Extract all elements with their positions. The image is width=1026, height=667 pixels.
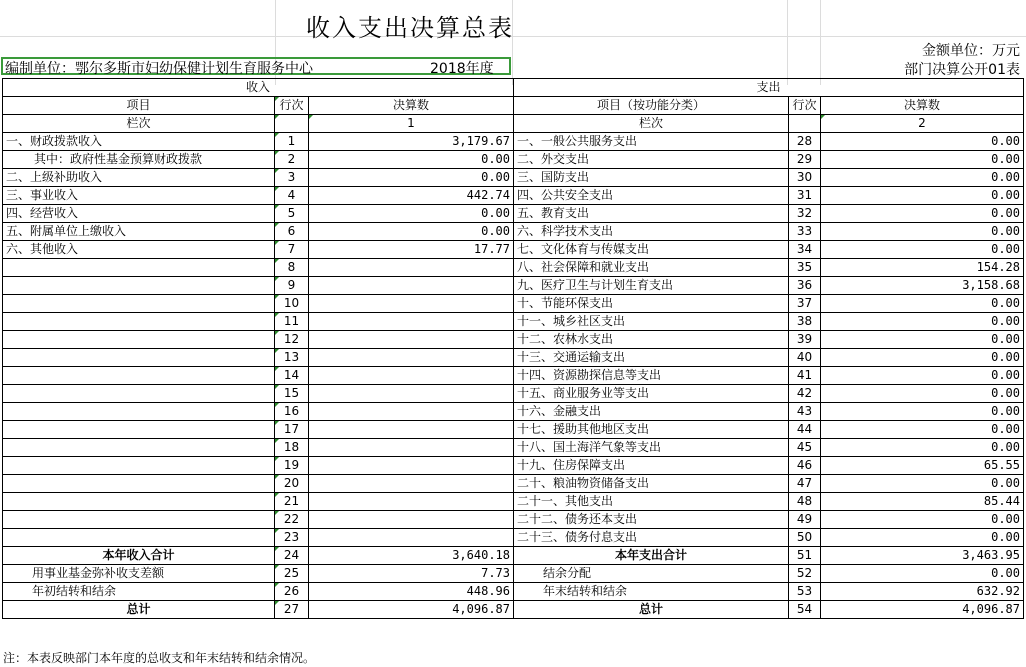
income-amount-cell[interactable]: 448.96: [309, 583, 514, 601]
table-row: [3, 529, 1024, 547]
income-item-cell[interactable]: [3, 493, 275, 511]
expense-row-no-cell[interactable]: 42: [789, 385, 821, 403]
table-row: [3, 151, 1024, 169]
expense-amount-cell[interactable]: 0.00: [821, 511, 1024, 529]
expense-row-no-cell[interactable]: 49: [789, 511, 821, 529]
table-row: [3, 475, 1024, 493]
income-item-cell[interactable]: 总计: [3, 601, 275, 619]
income-amount-cell[interactable]: [309, 529, 514, 547]
header-row-columns: [3, 97, 1024, 115]
table-row: [3, 421, 1024, 439]
expense-amount-cell[interactable]: 0.00: [821, 331, 1024, 349]
income-item-cell[interactable]: 五、附属单位上缴收入: [3, 223, 275, 241]
income-item-cell[interactable]: [3, 475, 275, 493]
expense-item-cell[interactable]: 本年支出合计: [514, 547, 789, 565]
income-row-no-cell[interactable]: 8: [275, 259, 309, 277]
expense-amount-cell[interactable]: 0.00: [821, 349, 1024, 367]
income-amount-cell[interactable]: 17.77: [309, 241, 514, 259]
income-amount-cell[interactable]: 0.00: [309, 169, 514, 187]
table-body: [3, 133, 1024, 619]
income-row-no-cell[interactable]: 18: [275, 439, 309, 457]
expense-row-no-cell[interactable]: 31: [789, 187, 821, 205]
expense-item-cell[interactable]: 五、教育支出: [514, 205, 789, 223]
income-amount-cell[interactable]: 3,179.67: [309, 133, 514, 151]
income-item-cell[interactable]: [3, 313, 275, 331]
expense-item-cell[interactable]: 八、社会保障和就业支出: [514, 259, 789, 277]
income-amount-cell[interactable]: [309, 421, 514, 439]
table-row: [3, 439, 1024, 457]
income-amount-cell[interactable]: [309, 277, 514, 295]
income-item-cell[interactable]: 六、其他收入: [3, 241, 275, 259]
col-label: 栏次: [514, 115, 789, 133]
income-row-no-cell[interactable]: 7: [275, 241, 309, 259]
expense-amount-cell[interactable]: 0.00: [821, 223, 1024, 241]
expense-amount-cell[interactable]: 0.00: [821, 421, 1024, 439]
row-no-header: 行次: [275, 97, 309, 115]
income-row-no-cell[interactable]: 27: [275, 601, 309, 619]
expense-item-cell[interactable]: 四、公共安全支出: [514, 187, 789, 205]
income-row-no-cell[interactable]: 10: [275, 295, 309, 313]
table-row: [3, 547, 1024, 565]
income-item-cell[interactable]: 一、财政拨款收入: [3, 133, 275, 151]
income-item-cell[interactable]: [3, 421, 275, 439]
expense-item-cell[interactable]: 七、文化体育与传媒支出: [514, 241, 789, 259]
income-row-no-cell[interactable]: 12: [275, 331, 309, 349]
expense-amount-cell[interactable]: 632.92: [821, 583, 1024, 601]
income-amount-cell[interactable]: [309, 331, 514, 349]
expense-row-no-cell[interactable]: 34: [789, 241, 821, 259]
income-amount-cell[interactable]: [309, 475, 514, 493]
income-amount-cell[interactable]: [309, 493, 514, 511]
income-amount-cell[interactable]: 3,640.18: [309, 547, 514, 565]
table-row: [3, 511, 1024, 529]
expense-amount-cell[interactable]: 0.00: [821, 313, 1024, 331]
table-row: [3, 583, 1024, 601]
expense-amount-cell[interactable]: 3,158.68: [821, 277, 1024, 295]
income-header: 收入: [3, 79, 514, 97]
expense-row-no-cell[interactable]: 29: [789, 151, 821, 169]
expense-row-no-cell[interactable]: 51: [789, 547, 821, 565]
expense-item-cell[interactable]: 结余分配: [514, 565, 789, 583]
expense-amount-cell[interactable]: 3,463.95: [821, 547, 1024, 565]
income-row-no-cell[interactable]: 13: [275, 349, 309, 367]
expense-item-cell[interactable]: 十、节能环保支出: [514, 295, 789, 313]
expense-row-no-cell[interactable]: 28: [789, 133, 821, 151]
expense-row-no-cell[interactable]: 39: [789, 331, 821, 349]
expense-amount-cell[interactable]: 0.00: [821, 529, 1024, 547]
income-item-cell[interactable]: 用事业基金弥补收支差额: [3, 565, 275, 583]
income-row-no-cell[interactable]: 26: [275, 583, 309, 601]
table-row: [3, 385, 1024, 403]
income-item-cell[interactable]: [3, 403, 275, 421]
income-amount-cell[interactable]: [309, 259, 514, 277]
expense-item-cell[interactable]: 十一、城乡社区支出: [514, 313, 789, 331]
income-row-no-cell[interactable]: 11: [275, 313, 309, 331]
income-item-cell[interactable]: 三、事业收入: [3, 187, 275, 205]
income-row-no-cell[interactable]: 19: [275, 457, 309, 475]
item-func-header: 项目（按功能分类）: [514, 97, 789, 115]
col-label-empty: [789, 115, 821, 133]
income-row-no-cell[interactable]: 16: [275, 403, 309, 421]
expense-row-no-cell[interactable]: 54: [789, 601, 821, 619]
income-row-no-cell[interactable]: 17: [275, 421, 309, 439]
income-row-no-cell[interactable]: 20: [275, 475, 309, 493]
amount-header: 决算数: [821, 97, 1024, 115]
expense-item-cell[interactable]: 十九、住房保障支出: [514, 457, 789, 475]
expense-item-cell[interactable]: 十六、金融支出: [514, 403, 789, 421]
year-label: 2018年度: [430, 61, 494, 77]
income-item-cell[interactable]: [3, 385, 275, 403]
income-item-cell[interactable]: [3, 529, 275, 547]
table-row: [3, 241, 1024, 259]
income-item-cell[interactable]: [3, 259, 275, 277]
expense-amount-cell[interactable]: 65.55: [821, 457, 1024, 475]
expense-row-no-cell[interactable]: 37: [789, 295, 821, 313]
expense-item-cell[interactable]: 总计: [514, 601, 789, 619]
income-amount-cell[interactable]: [309, 403, 514, 421]
expense-row-no-cell[interactable]: 38: [789, 313, 821, 331]
table-row: [3, 169, 1024, 187]
income-amount-cell[interactable]: [309, 295, 514, 313]
table-row: [3, 367, 1024, 385]
col-number: 2: [821, 115, 1024, 133]
expense-item-cell[interactable]: 六、科学技术支出: [514, 223, 789, 241]
unit-label: 金额单位：万元: [922, 43, 1020, 59]
table-row: [3, 331, 1024, 349]
table-row: [3, 133, 1024, 151]
expense-item-cell[interactable]: 二十三、债务付息支出: [514, 529, 789, 547]
table-row: [3, 223, 1024, 241]
header-row-colnum: [3, 115, 1024, 133]
table-row: [3, 457, 1024, 475]
income-amount-cell[interactable]: [309, 439, 514, 457]
expense-item-cell[interactable]: 三、国防支出: [514, 169, 789, 187]
expense-row-no-cell[interactable]: 46: [789, 457, 821, 475]
expense-amount-cell[interactable]: 0.00: [821, 475, 1024, 493]
expense-item-cell[interactable]: 九、医疗卫生与计划生育支出: [514, 277, 789, 295]
expense-row-no-cell[interactable]: 36: [789, 277, 821, 295]
table-row: [3, 601, 1024, 619]
expense-row-no-cell[interactable]: 47: [789, 475, 821, 493]
expense-item-cell[interactable]: 二十一、其他支出: [514, 493, 789, 511]
expense-row-no-cell[interactable]: 40: [789, 349, 821, 367]
income-amount-cell[interactable]: [309, 367, 514, 385]
income-item-cell[interactable]: [3, 331, 275, 349]
income-row-no-cell[interactable]: 25: [275, 565, 309, 583]
income-item-cell[interactable]: 四、经营收入: [3, 205, 275, 223]
expense-item-cell[interactable]: 二十二、债务还本支出: [514, 511, 789, 529]
expense-item-cell[interactable]: 十三、交通运输支出: [514, 349, 789, 367]
org-label: 编制单位：鄂尔多斯市妇幼保健计划生育服务中心: [5, 61, 313, 77]
income-amount-cell[interactable]: [309, 349, 514, 367]
expense-amount-cell[interactable]: 0.00: [821, 385, 1024, 403]
income-amount-cell[interactable]: 7.73: [309, 565, 514, 583]
expense-row-no-cell[interactable]: 30: [789, 169, 821, 187]
table-row: [3, 187, 1024, 205]
expense-row-no-cell[interactable]: 50: [789, 529, 821, 547]
table-code: 部门决算公开01表: [904, 62, 1020, 78]
expense-header: 支出: [514, 79, 1024, 97]
expense-amount-cell[interactable]: 0.00: [821, 367, 1024, 385]
summary-table: [2, 78, 1024, 619]
expense-item-cell[interactable]: 年末结转和结余: [514, 583, 789, 601]
page-title: 收入支出决算总表: [306, 14, 514, 42]
expense-item-cell[interactable]: 十二、农林水支出: [514, 331, 789, 349]
expense-amount-cell[interactable]: 4,096.87: [821, 601, 1024, 619]
expense-amount-cell[interactable]: 0.00: [821, 403, 1024, 421]
expense-amount-cell[interactable]: 0.00: [821, 151, 1024, 169]
amount-header: 决算数: [309, 97, 514, 115]
income-row-no-cell[interactable]: 14: [275, 367, 309, 385]
table-row: [3, 259, 1024, 277]
expense-row-no-cell[interactable]: 45: [789, 439, 821, 457]
income-item-cell[interactable]: [3, 367, 275, 385]
expense-amount-cell[interactable]: 0.00: [821, 565, 1024, 583]
expense-row-no-cell[interactable]: 43: [789, 403, 821, 421]
expense-row-no-cell[interactable]: 53: [789, 583, 821, 601]
income-item-cell[interactable]: [3, 457, 275, 475]
expense-row-no-cell[interactable]: 41: [789, 367, 821, 385]
expense-item-cell[interactable]: 十四、资源勘探信息等支出: [514, 367, 789, 385]
income-amount-cell[interactable]: [309, 385, 514, 403]
header-row-section: [3, 79, 1024, 97]
table-row: [3, 277, 1024, 295]
income-item-cell[interactable]: 其中：政府性基金预算财政拨款: [3, 151, 275, 169]
income-amount-cell[interactable]: 0.00: [309, 151, 514, 169]
income-row-no-cell[interactable]: 6: [275, 223, 309, 241]
expense-amount-cell[interactable]: 0.00: [821, 133, 1024, 151]
income-row-no-cell[interactable]: 1: [275, 133, 309, 151]
table-row: [3, 295, 1024, 313]
expense-item-cell[interactable]: 十七、援助其他地区支出: [514, 421, 789, 439]
item-header: 项目: [3, 97, 275, 115]
expense-row-no-cell[interactable]: 52: [789, 565, 821, 583]
income-row-no-cell[interactable]: 3: [275, 169, 309, 187]
expense-amount-cell[interactable]: 0.00: [821, 295, 1024, 313]
expense-row-no-cell[interactable]: 33: [789, 223, 821, 241]
income-item-cell[interactable]: [3, 511, 275, 529]
income-amount-cell[interactable]: 0.00: [309, 205, 514, 223]
income-item-cell[interactable]: [3, 295, 275, 313]
income-row-no-cell[interactable]: 2: [275, 151, 309, 169]
expense-amount-cell[interactable]: 154.28: [821, 259, 1024, 277]
income-amount-cell[interactable]: 4,096.87: [309, 601, 514, 619]
expense-amount-cell[interactable]: 0.00: [821, 187, 1024, 205]
expense-amount-cell[interactable]: 0.00: [821, 169, 1024, 187]
table-row: [3, 349, 1024, 367]
col-label-empty: [275, 115, 309, 133]
income-item-cell[interactable]: [3, 277, 275, 295]
income-item-cell[interactable]: 本年收入合计: [3, 547, 275, 565]
income-row-no-cell[interactable]: 9: [275, 277, 309, 295]
expense-amount-cell[interactable]: 0.00: [821, 241, 1024, 259]
expense-row-no-cell[interactable]: 32: [789, 205, 821, 223]
income-item-cell[interactable]: [3, 349, 275, 367]
expense-item-cell[interactable]: 二十、粮油物资储备支出: [514, 475, 789, 493]
col-label: 栏次: [3, 115, 275, 133]
col-number: 1: [309, 115, 514, 133]
row-no-header: 行次: [789, 97, 821, 115]
table-row: [3, 565, 1024, 583]
expense-row-no-cell[interactable]: 44: [789, 421, 821, 439]
expense-amount-cell[interactable]: 0.00: [821, 205, 1024, 223]
footnote: 注：本表反映部门本年度的总收支和年末结转和结余情况。: [3, 651, 316, 665]
expense-row-no-cell[interactable]: 48: [789, 493, 821, 511]
table-row: [3, 403, 1024, 421]
income-amount-cell[interactable]: [309, 457, 514, 475]
income-row-no-cell[interactable]: 4: [275, 187, 309, 205]
table-row: [3, 205, 1024, 223]
income-item-cell[interactable]: 二、上级补助收入: [3, 169, 275, 187]
grid-line: [820, 0, 821, 85]
income-item-cell[interactable]: 年初结转和结余: [3, 583, 275, 601]
expense-item-cell[interactable]: 二、外交支出: [514, 151, 789, 169]
expense-item-cell[interactable]: 一、一般公共服务支出: [514, 133, 789, 151]
expense-amount-cell[interactable]: 0.00: [821, 439, 1024, 457]
expense-item-cell[interactable]: 十五、商业服务业等支出: [514, 385, 789, 403]
income-amount-cell[interactable]: [309, 313, 514, 331]
income-row-no-cell[interactable]: 23: [275, 529, 309, 547]
income-row-no-cell[interactable]: 21: [275, 493, 309, 511]
income-amount-cell[interactable]: 0.00: [309, 223, 514, 241]
income-item-cell[interactable]: [3, 439, 275, 457]
expense-row-no-cell[interactable]: 35: [789, 259, 821, 277]
income-row-no-cell[interactable]: 24: [275, 547, 309, 565]
income-row-no-cell[interactable]: 15: [275, 385, 309, 403]
expense-amount-cell[interactable]: 85.44: [821, 493, 1024, 511]
income-amount-cell[interactable]: 442.74: [309, 187, 514, 205]
income-row-no-cell[interactable]: 5: [275, 205, 309, 223]
income-row-no-cell[interactable]: 22: [275, 511, 309, 529]
expense-item-cell[interactable]: 十八、国土海洋气象等支出: [514, 439, 789, 457]
table-row: [3, 313, 1024, 331]
table-row: [3, 493, 1024, 511]
income-amount-cell[interactable]: [309, 511, 514, 529]
